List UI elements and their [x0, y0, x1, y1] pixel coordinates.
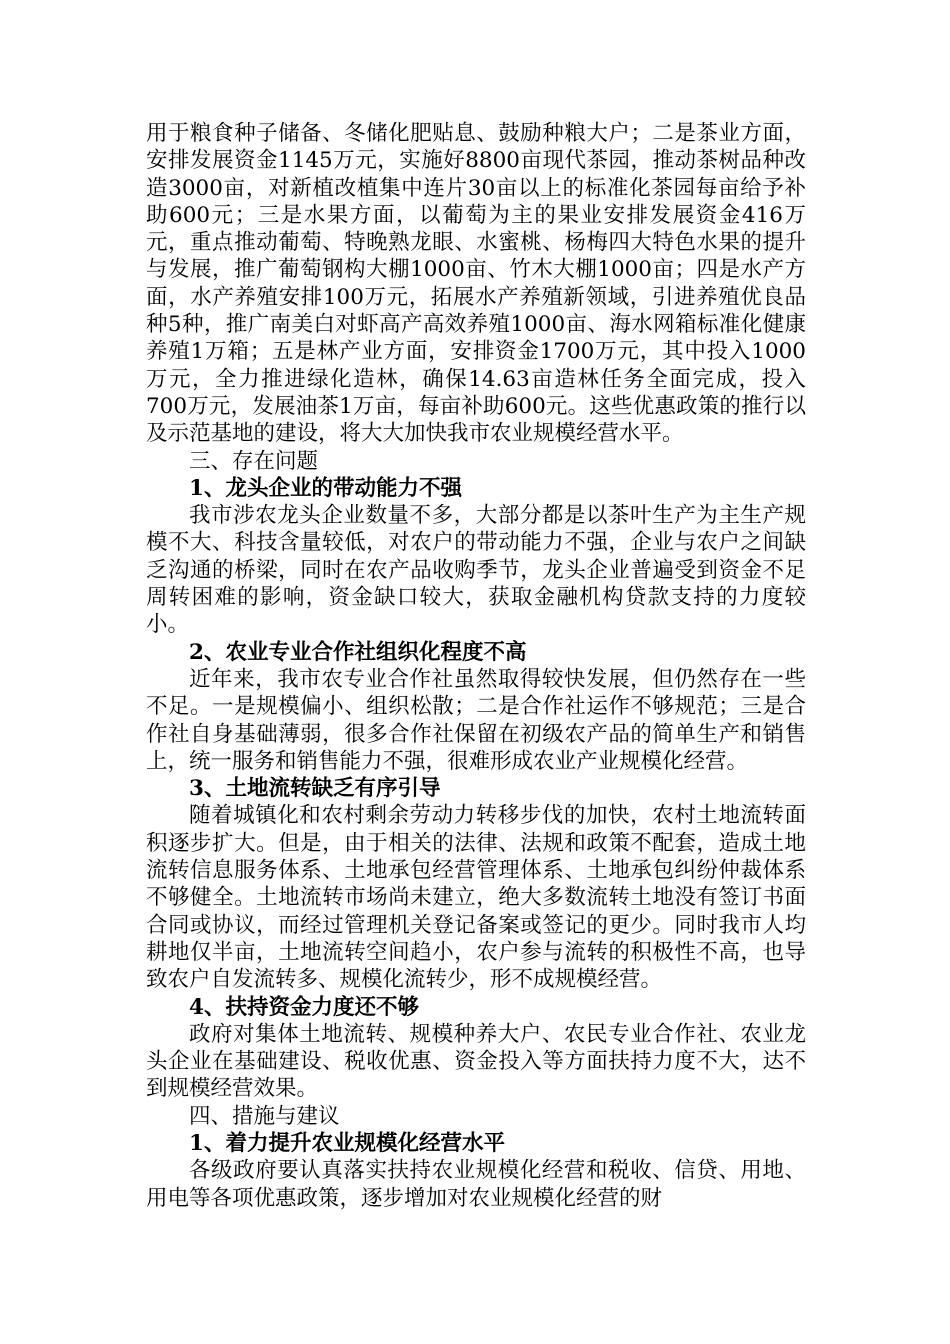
subheading-cooperatives: 2、农业专业合作社组织化程度不高: [189, 639, 527, 665]
subheading-scale-operation: 1、着力提升农业规模化经营水平: [189, 1130, 505, 1156]
intro-paragraph: 用于粮食种子储备、冬储化肥贴息、鼓励种粮大户；二是茶业方面，安排发展资金1145万元，实施好8800亩现代茶园，推动茶树品种改造3000亩，对新植改植集中连片30亩以上的标准化茶园每亩给予补助600元；三是水果方面，以葡萄为主的果业安排发展资金416万元，重点推动葡萄、特晚熟龙眼、水蜜桃、杨梅四大特色水果的提升与发展，推广葡萄钢构大棚1000亩、竹木大棚1000亩；四是水产方面，水产养殖安排100万元，拓展水产养殖新领域，引进养殖优良品种5种，推广南美白对虾高产高效养殖1000亩、海水网箱标准化健康养殖1万箱；五是林产业方面，安排资金1700万元，其中投入1000万元，全力推进绿化造林，确保14.63亩造林任务全面完成，投入700万元，发展油茶1万亩，每亩补助600元。这些优惠政策的推行以及示范基地的建设，将大大加快我市农业规模经营水平。: [146, 121, 806, 447]
document-page: [146, 120, 806, 1212]
subheading-funding: 4、扶持资金力度还不够: [189, 994, 419, 1020]
paragraph-funding: 政府对集体土地流转、规模种养大户、农民专业合作社、农业龙头企业在基础建设、税收优惠、资金投入等方面扶持力度不大，达不到规模经营效果。: [146, 1021, 806, 1102]
paragraph-leading-enterprises: 我市涉农龙头企业数量不多，大部分都是以茶叶生产为主生产规模不大、科技含量较低，对农户的带动能力不强，企业与农户之间缺乏沟通的桥梁，同时在农产品收购季节，龙头企业普遍受到资金不足周转困难的影响，资金缺口较大，获取金融机构贷款支持的力度较小。: [146, 503, 806, 638]
section-heading-problems: 三、存在问题: [189, 448, 319, 474]
subheading-leading-enterprises: 1、龙头企业的带动能力不强: [189, 475, 462, 501]
paragraph-land-transfer: 随着城镇化和农村剩余劳动力转移步伐的加快，农村土地流转面积逐步扩大。但是，由于相关的法律、法规和政策不配套，造成土地流转信息服务体系、土地承包经营管理体系、土地承包纠纷仲裁体系不够健全。土地流转市场尚未建立，绝大多数流转土地没有签订书面合同或协议，而经过管理机关登记备案或签记的更少。同时我市人均耕地仅半亩，土地流转空间趋小，农户参与流转的积极性不高，也导致农户自发流转多、规模化流转少，形不成规模经营。: [146, 803, 806, 993]
subheading-land-transfer: 3、土地流转缺乏有序引导: [189, 776, 441, 802]
paragraph-scale-operation: 各级政府要认真落实扶持农业规模化经营和税收、信贷、用地、用电等各项优惠政策，逐步增加对农业规模化经营的财: [146, 1158, 806, 1211]
section-heading-measures: 四、措施与建议: [189, 1103, 340, 1129]
paragraph-cooperatives: 近年来，我市农专业合作社虽然取得较快发展，但仍然存在一些不足。一是规模偏小、组织松散；二是合作社运作不够规范；三是合作社自身基础薄弱，很多合作社保留在初级农产品的简单生产和销售上，统一服务和销售能力不强，很难形成农业产业规模化经营。: [146, 666, 806, 774]
